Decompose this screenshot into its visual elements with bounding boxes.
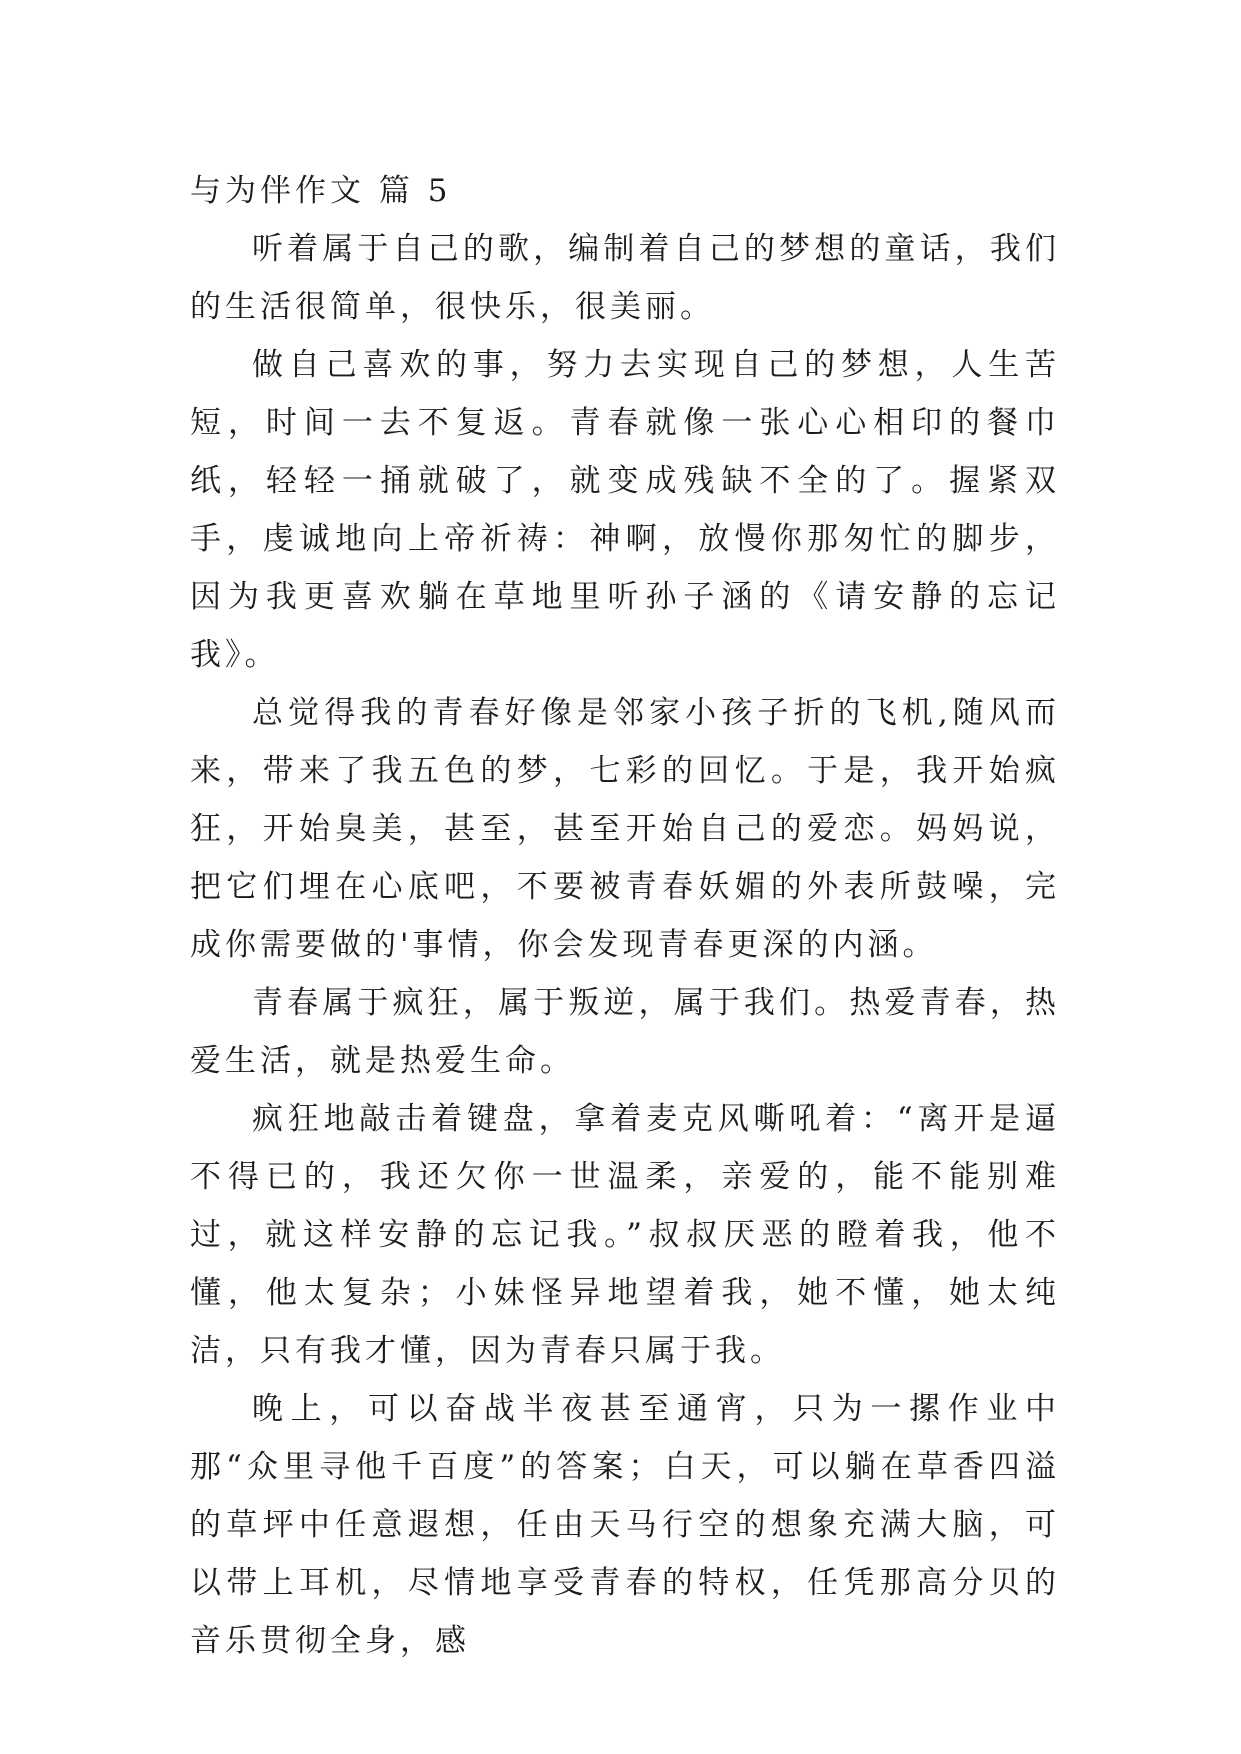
document-title: 与为伴作文 篇 5 <box>190 173 452 209</box>
paragraph-4: 青春属于疯狂，属于叛逆，属于我们。热爱青春，热爱生活，就是热爱生命。 <box>190 985 1060 1079</box>
paragraph-3: 总觉得我的青春好像是邻家小孩子折的飞机,随风而来，带来了我五色的梦，七彩的回忆。于是，我开始疯狂，开始臭美，甚至，甚至开始自己的爱恋。妈妈说，把它们埋在心底吧，不要被青春妖媚的外表所鼓噪，完成你需要做的'事情，你会发现青春更深的内涵。 <box>190 695 1060 963</box>
paragraph-5: 疯狂地敲击着键盘，拿着麦克风嘶吼着：“离开是逼不得已的，我还欠你一世温柔，亲爱的，能不能别难过，就这样安静的忘记我。”叔叔厌恶的瞪着我，他不懂，他太复杂；小妹怪异地望着我，她不懂，她太纯洁，只有我才懂，因为青春只属于我。 <box>190 1101 1060 1369</box>
paragraph-6: 晚上，可以奋战半夜甚至通宵，只为一摞作业中那“众里寻他千百度”的答案；白天，可以躺在草香四溢的草坪中任意遐想，任由天马行空的想象充满大脑，可以带上耳机，尽情地享受青春的特权，任凭那高分贝的音乐贯彻全身，感 <box>190 1391 1060 1659</box>
paragraph-1: 听着属于自己的歌，编制着自己的梦想的童话，我们的生活很简单，很快乐，很美丽。 <box>190 231 1060 325</box>
paragraph-2: 做自己喜欢的事，努力去实现自己的梦想，人生苦短，时间一去不复返。青春就像一张心心相印的餐巾纸，轻轻一捅就破了，就变成残缺不全的了。握紧双手，虔诚地向上帝祈祷：神啊，放慢你那匆忙的脚步，因为我更喜欢躺在草地里听孙子涵的《请安静的忘记我》。 <box>190 347 1060 673</box>
document-body <box>190 162 1060 1670</box>
